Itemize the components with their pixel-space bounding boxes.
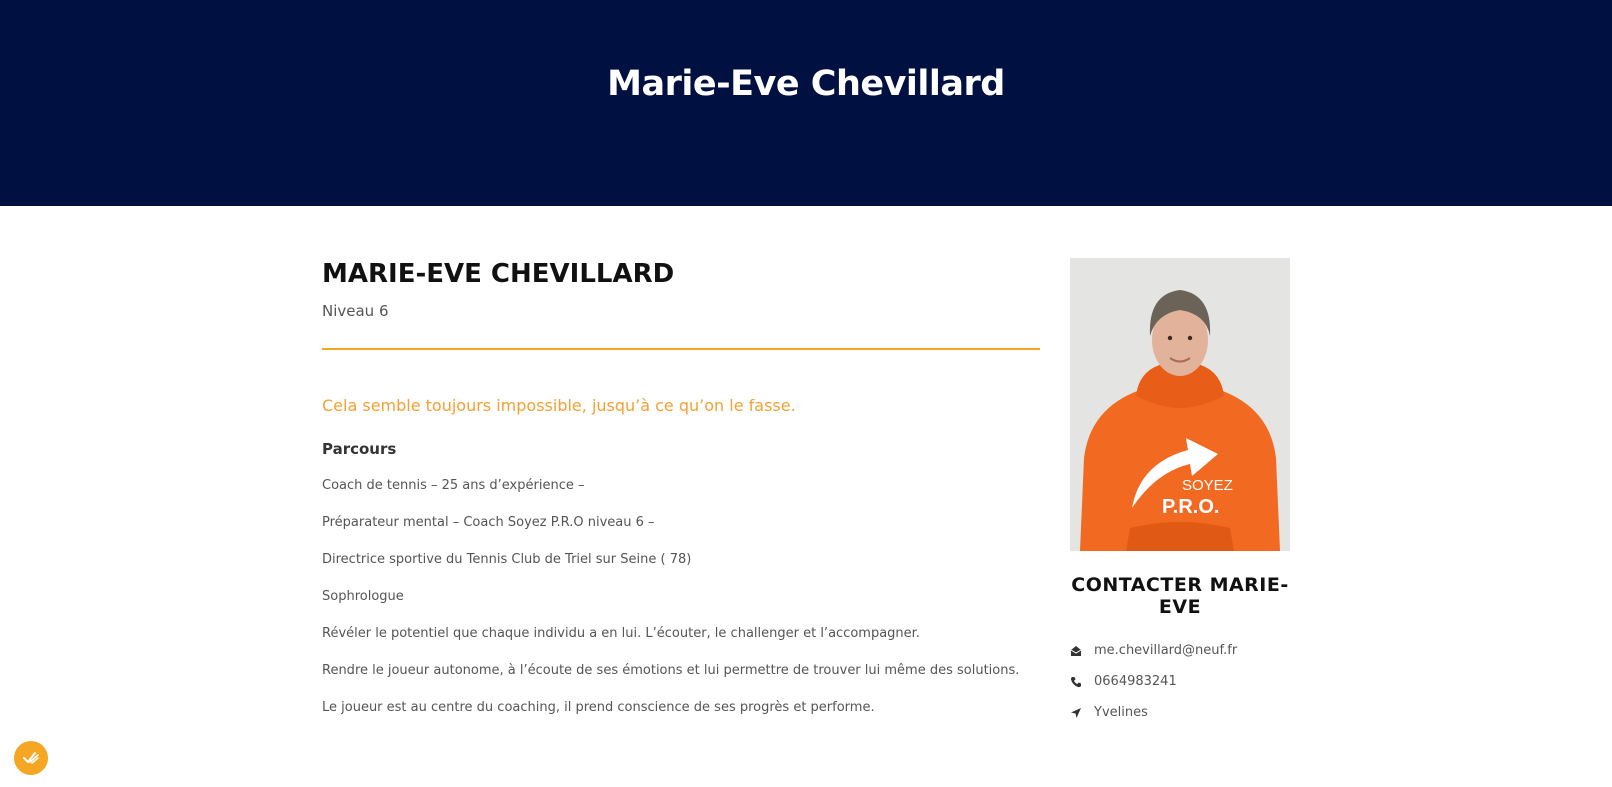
bio-paragraph: Coach de tennis – 25 ans d’expérience – — [322, 478, 585, 493]
cookie-consent-button[interactable] — [14, 741, 48, 775]
coach-photo-illustration — [1070, 258, 1290, 551]
contact-phone-text[interactable]: 0664983241 — [1094, 674, 1177, 689]
location-arrow-icon — [1070, 707, 1094, 719]
page-title: Marie-Eve Chevillard — [607, 64, 1005, 104]
envelope-open-icon — [1070, 645, 1094, 657]
contact-location — [1070, 697, 1290, 728]
coach-name: MARIE-EVE CHEVILLARD — [322, 259, 675, 289]
contact-location-text: Yvelines — [1094, 705, 1148, 720]
bio-list — [322, 476, 1040, 718]
phone-icon — [1070, 676, 1094, 688]
contact-title: CONTACTER MARIE-EVE — [1071, 574, 1289, 618]
contact-email-text[interactable]: me.chevillard@neuf.fr — [1094, 643, 1238, 658]
coach-level: Niveau 6 — [322, 302, 389, 320]
contact-list — [1070, 635, 1290, 728]
contact-sidebar — [1070, 258, 1290, 728]
contact-email[interactable] — [1070, 635, 1290, 666]
bio-paragraph: Rendre le joueur autonome, à l’écoute de ses émotions et lui permettre de trouver lui même des solutions. — [322, 663, 1020, 678]
coach-quote: Cela semble toujours impossible, jusqu’à ce qu’on le fasse. — [322, 396, 796, 415]
svg-text:P.R.O.: P.R.O. — [1162, 496, 1220, 518]
divider — [322, 348, 1040, 350]
bio-paragraph: Sophrologue — [322, 589, 404, 604]
check-hand-icon — [21, 748, 41, 768]
bio-paragraph: Directrice sportive du Tennis Club de Triel sur Seine ( 78) — [322, 552, 692, 567]
contact-phone[interactable] — [1070, 666, 1290, 697]
coach-photo — [1070, 258, 1290, 551]
bio-paragraph: Préparateur mental – Coach Soyez P.R.O niveau 6 – — [322, 515, 655, 530]
bio-paragraph: Révéler le potentiel que chaque individu a en lui. L’écouter, le challenger et l’accompagner. — [322, 626, 920, 641]
section-title-parcours: Parcours — [322, 440, 397, 458]
profile-content — [322, 256, 1040, 735]
bio-paragraph: Le joueur est au centre du coaching, il prend conscience de ses progrès et performe. — [322, 700, 875, 715]
svg-text:SOYEZ: SOYEZ — [1182, 477, 1233, 494]
hero-banner — [0, 0, 1612, 206]
